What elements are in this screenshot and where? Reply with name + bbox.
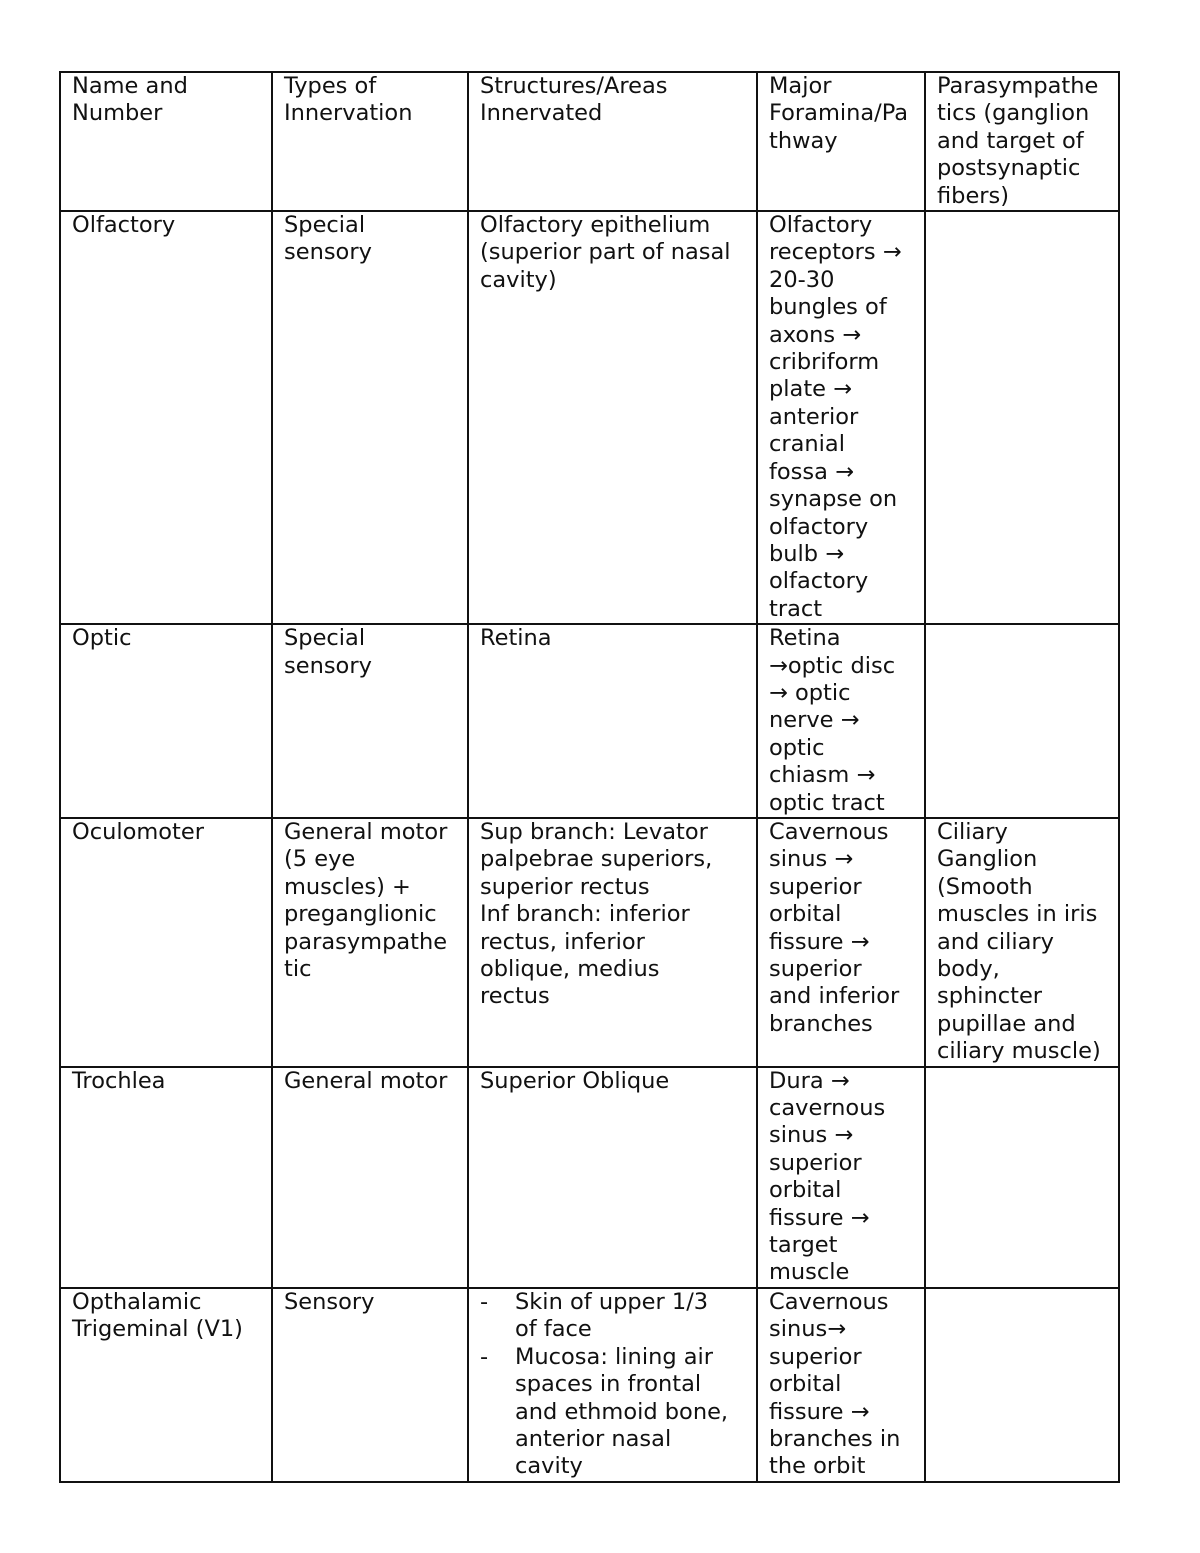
cell-foramina: Retina →optic disc → optic nerve → optic chiasm → optic tract xyxy=(757,624,925,818)
cell-structures: Olfactory epithelium (superior part of nasal cavity) xyxy=(468,211,757,624)
cell-types: Special sensory xyxy=(272,624,468,818)
table-row-optic xyxy=(60,624,1119,818)
cell-types: General motor (5 eye muscles) + preganglionic parasympathe tic xyxy=(272,818,468,1067)
cell-foramina: Olfactory receptors → 20-30 bungles of axons → cribriform plate → anterior cranial fossa → synapse on olfactory bulb → olfactory tract xyxy=(757,211,925,624)
list-item: - Skin of upper 1/3 of face xyxy=(480,1288,709,1343)
structures-bullet-list xyxy=(480,1289,746,1481)
table-row-oculomoter xyxy=(60,818,1119,1067)
cell-structures: Retina xyxy=(468,624,757,818)
bullet-dash: - xyxy=(480,1343,489,1370)
cell-types: Sensory xyxy=(272,1288,468,1482)
cell-structures xyxy=(468,1288,757,1482)
cell-parasympathetics xyxy=(925,1288,1119,1482)
cell-parasympathetics: Ciliary Ganglion (Smooth muscles in iris and ciliary body, sphincter pupillae and ciliary muscle) xyxy=(925,818,1119,1067)
list-item: - Mucosa: lining air spaces in frontal and ethmoid bone, anterior nasal cavity xyxy=(480,1343,729,1480)
cell-name: Optic xyxy=(60,624,272,818)
cell-structures: Superior Oblique xyxy=(468,1067,757,1288)
header-cell-foramina: Major Foramina/Pa thway xyxy=(757,72,925,211)
header-cell-types: Types of Innervation xyxy=(272,72,468,211)
cell-name: Opthalamic Trigeminal (V1) xyxy=(60,1288,272,1482)
header-cell-name: Name and Number xyxy=(60,72,272,211)
cell-foramina: Cavernous sinus→ superior orbital fissure → branches in the orbit xyxy=(757,1288,925,1482)
table-row-olfactory xyxy=(60,211,1119,624)
table-header-row xyxy=(60,72,1119,211)
cell-name: Oculomoter xyxy=(60,818,272,1067)
table-row-opthalamic-trigeminal xyxy=(60,1288,1119,1482)
header-cell-parasympathetics: Parasympathe tics (ganglion and target of postsynaptic fibers) xyxy=(925,72,1119,211)
cell-parasympathetics xyxy=(925,624,1119,818)
cell-parasympathetics xyxy=(925,211,1119,624)
cranial-nerves-table xyxy=(59,71,1120,1483)
cell-parasympathetics xyxy=(925,1067,1119,1288)
cell-name: Trochlea xyxy=(60,1067,272,1288)
table-row-trochlea xyxy=(60,1067,1119,1288)
cell-structures: Sup branch: Levator palpebrae superiors, superior rectus Inf branch: inferior rectus, inferior oblique, medius rectus xyxy=(468,818,757,1067)
cell-types: Special sensory xyxy=(272,211,468,624)
cell-types: General motor xyxy=(272,1067,468,1288)
header-cell-structures: Structures/Areas Innervated xyxy=(468,72,757,211)
bullet-dash: - xyxy=(480,1288,489,1315)
cell-foramina: Cavernous sinus → superior orbital fissure → superior and inferior branches xyxy=(757,818,925,1067)
cell-name: Olfactory xyxy=(60,211,272,624)
cell-foramina: Dura → cavernous sinus → superior orbital fissure → target muscle xyxy=(757,1067,925,1288)
